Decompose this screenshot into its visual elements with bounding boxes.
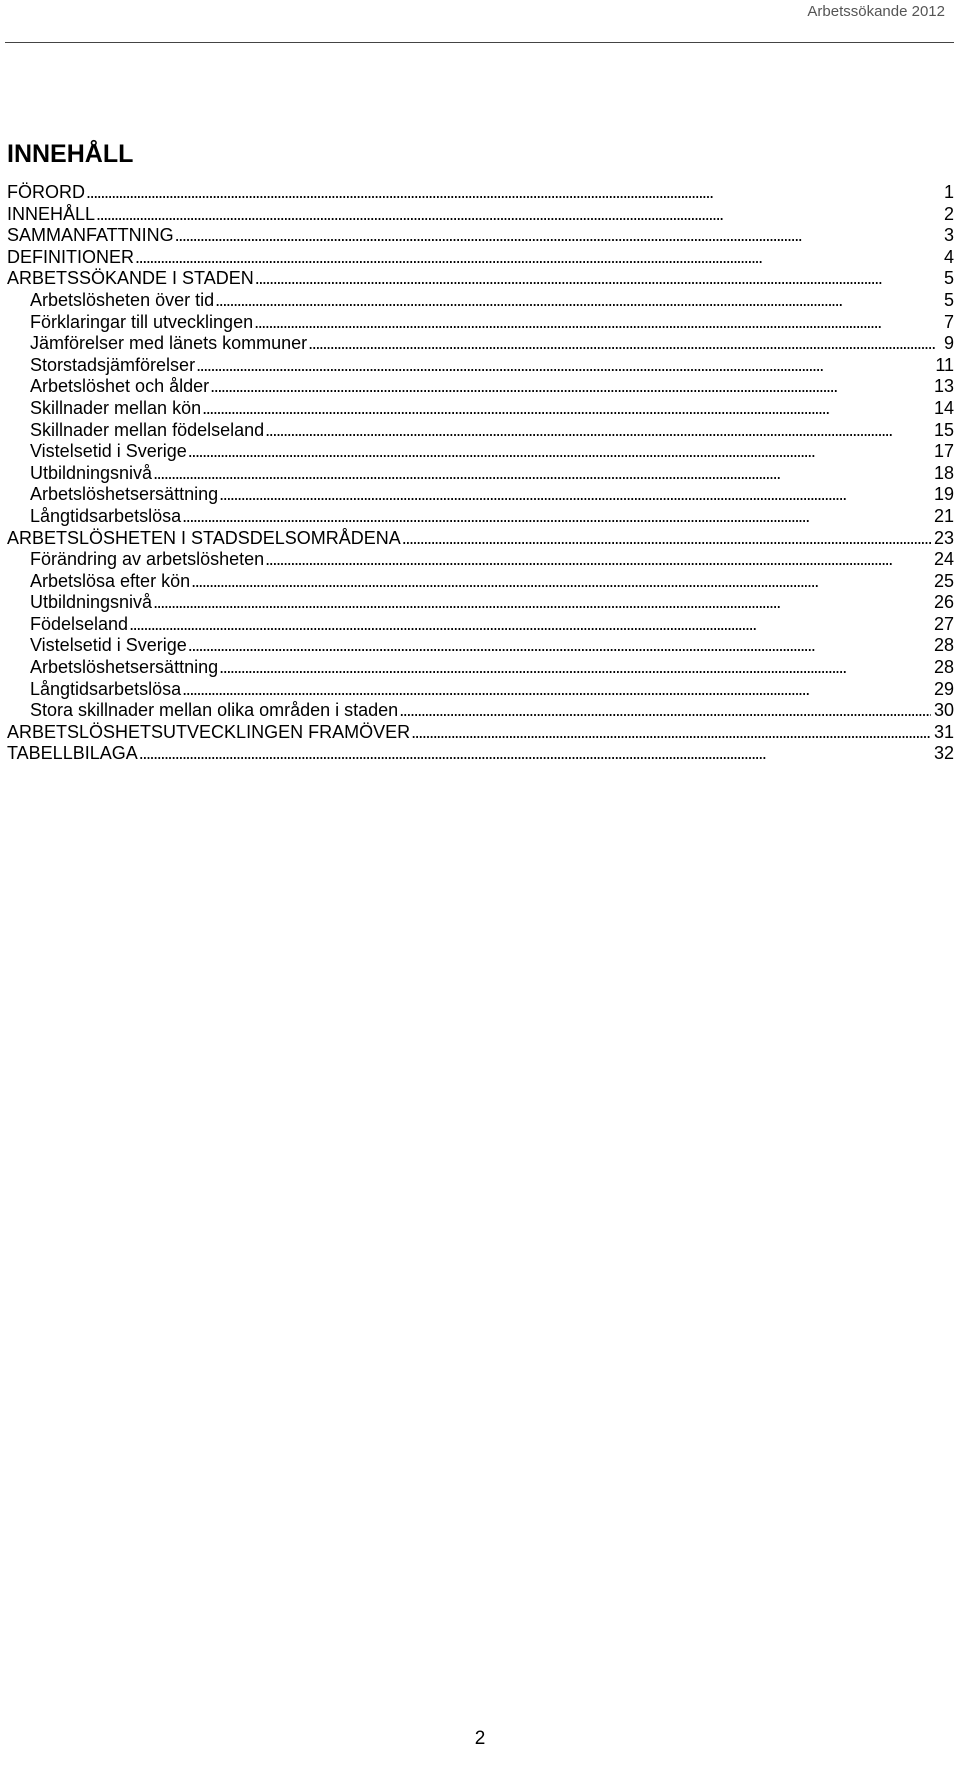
toc-entry-label: Arbetslöshet och ålder bbox=[30, 376, 210, 397]
toc-entry[interactable] bbox=[7, 420, 954, 442]
toc-dot-leader bbox=[219, 657, 931, 679]
toc-entry[interactable] bbox=[7, 506, 954, 528]
toc-entry-page-number: 25 bbox=[933, 570, 954, 591]
toc-entry[interactable] bbox=[7, 571, 954, 593]
toc-entry[interactable] bbox=[7, 743, 954, 765]
toc-entry-page-number: 3 bbox=[943, 225, 954, 246]
toc-entry-label: Förklaringar till utvecklingen bbox=[30, 311, 254, 332]
toc-dot-leader bbox=[129, 614, 931, 636]
toc-entry-page-number: 30 bbox=[933, 700, 954, 721]
toc-entry-page-number: 31 bbox=[933, 721, 954, 742]
toc-entry[interactable] bbox=[7, 722, 954, 744]
toc-entry-label: Jämförelser med länets kommuner bbox=[30, 333, 308, 354]
toc-entry-page-number: 4 bbox=[943, 246, 954, 267]
toc-entry-label: DEFINITIONER bbox=[7, 246, 135, 267]
toc-dot-leader bbox=[265, 420, 931, 442]
toc-entry[interactable] bbox=[7, 182, 954, 204]
toc-entry-page-number: 26 bbox=[933, 592, 954, 613]
page-number: 2 bbox=[474, 1728, 486, 1749]
toc-entry-page-number: 21 bbox=[933, 505, 954, 526]
toc-entry[interactable] bbox=[7, 333, 954, 355]
toc-entry-label: ARBETSLÖSHETEN I STADSDELSOMRÅDENA bbox=[7, 527, 401, 548]
toc-entry-page-number: 24 bbox=[933, 549, 954, 570]
toc-entry-label: Förändring av arbetslösheten bbox=[30, 549, 265, 570]
toc-dot-leader bbox=[411, 722, 931, 744]
toc-entry-label: Skillnader mellan kön bbox=[30, 397, 202, 418]
toc-entry[interactable] bbox=[7, 549, 954, 571]
toc-entry-label: Långtidsarbetslösa bbox=[30, 678, 182, 699]
toc-entry-label: Födelseland bbox=[30, 613, 129, 634]
toc-entry[interactable] bbox=[7, 376, 954, 398]
toc-entry-label: TABELLBILAGA bbox=[7, 743, 138, 764]
toc-entry[interactable] bbox=[7, 657, 954, 679]
toc-dot-leader bbox=[153, 463, 931, 485]
toc-dot-leader bbox=[139, 743, 931, 765]
toc-entry-label: Vistelsetid i Sverige bbox=[30, 635, 187, 656]
toc-entry-page-number: 18 bbox=[933, 462, 954, 483]
toc-entry-page-number: 19 bbox=[933, 484, 954, 505]
table-of-contents bbox=[7, 182, 954, 765]
toc-entry[interactable] bbox=[7, 204, 954, 226]
toc-dot-leader bbox=[202, 398, 931, 420]
toc-dot-leader bbox=[182, 506, 931, 528]
toc-entry[interactable] bbox=[7, 700, 954, 722]
toc-entry-label: Utbildningsnivå bbox=[30, 592, 153, 613]
toc-entry-label: ARBETSSÖKANDE I STADEN bbox=[7, 268, 254, 289]
toc-dot-leader bbox=[86, 182, 941, 204]
toc-entry-label: INNEHÅLL bbox=[7, 203, 96, 224]
toc-entry-page-number: 15 bbox=[933, 419, 954, 440]
toc-entry-label: Stora skillnader mellan olika områden i staden bbox=[30, 700, 399, 721]
toc-dot-leader bbox=[196, 355, 932, 377]
toc-dot-leader bbox=[175, 225, 941, 247]
toc-entry-label: ARBETSLÖSHETSUTVECKLINGEN FRAMÖVER bbox=[7, 721, 411, 742]
toc-entry-label: Arbetslösheten över tid bbox=[30, 289, 215, 310]
toc-dot-leader bbox=[254, 312, 941, 334]
toc-dot-leader bbox=[255, 268, 941, 290]
toc-dot-leader bbox=[153, 592, 931, 614]
toc-dot-leader bbox=[210, 376, 931, 398]
running-header-title: Arbetssökande 2012 bbox=[807, 3, 945, 20]
toc-entry-page-number: 5 bbox=[943, 289, 954, 310]
toc-entry-page-number: 7 bbox=[943, 311, 954, 332]
toc-dot-leader bbox=[399, 700, 931, 722]
toc-entry-page-number: 28 bbox=[933, 635, 954, 656]
toc-entry-page-number: 2 bbox=[943, 203, 954, 224]
toc-entry[interactable] bbox=[7, 441, 954, 463]
toc-entry-label: Långtidsarbetslösa bbox=[30, 505, 182, 526]
toc-entry[interactable] bbox=[7, 290, 954, 312]
toc-dot-leader bbox=[188, 441, 931, 463]
toc-entry-label: Vistelsetid i Sverige bbox=[30, 441, 187, 462]
toc-entry-label: Arbetslöshetsersättning bbox=[30, 657, 219, 678]
toc-dot-leader bbox=[191, 571, 931, 593]
toc-entry[interactable] bbox=[7, 679, 954, 701]
toc-dot-leader bbox=[215, 290, 941, 312]
toc-entry-page-number: 17 bbox=[933, 441, 954, 462]
toc-entry[interactable] bbox=[7, 592, 954, 614]
toc-dot-leader bbox=[96, 204, 941, 226]
running-header bbox=[0, 0, 960, 44]
toc-entry-label: Arbetslöshetsersättning bbox=[30, 484, 219, 505]
toc-entry-page-number: 11 bbox=[935, 354, 954, 375]
toc-title: INNEHÅLL bbox=[7, 140, 134, 168]
toc-entry-page-number: 14 bbox=[933, 397, 954, 418]
toc-entry[interactable] bbox=[7, 528, 954, 550]
toc-dot-leader bbox=[135, 247, 941, 269]
toc-entry-label: Storstadsjämförelser bbox=[30, 354, 196, 375]
toc-entry-label: Skillnader mellan födelseland bbox=[30, 419, 265, 440]
toc-entry-label: SAMMANFATTNING bbox=[7, 225, 174, 246]
toc-entry[interactable] bbox=[7, 484, 954, 506]
toc-entry[interactable] bbox=[7, 247, 954, 269]
toc-entry-page-number: 5 bbox=[943, 268, 954, 289]
toc-entry-page-number: 1 bbox=[943, 182, 954, 202]
toc-dot-leader bbox=[219, 484, 931, 506]
toc-entry-page-number: 29 bbox=[933, 678, 954, 699]
toc-entry[interactable] bbox=[7, 268, 954, 290]
toc-entry-label: Arbetslösa efter kön bbox=[30, 570, 191, 591]
toc-entry[interactable] bbox=[7, 614, 954, 636]
toc-entry-page-number: 23 bbox=[933, 527, 954, 548]
toc-entry-page-number: 32 bbox=[933, 743, 954, 764]
toc-entry-page-number: 13 bbox=[933, 376, 954, 397]
toc-dot-leader bbox=[308, 333, 941, 355]
toc-entry[interactable] bbox=[7, 312, 954, 334]
toc-dot-leader bbox=[265, 549, 931, 571]
toc-dot-leader bbox=[188, 635, 931, 657]
toc-entry[interactable] bbox=[7, 463, 954, 485]
toc-dot-leader bbox=[402, 528, 931, 550]
toc-entry[interactable] bbox=[7, 398, 954, 420]
toc-entry-page-number: 9 bbox=[943, 333, 954, 354]
toc-dot-leader bbox=[182, 679, 931, 701]
toc-entry-page-number: 28 bbox=[933, 657, 954, 678]
toc-entry-label: FÖRORD bbox=[7, 182, 85, 202]
toc-entry[interactable] bbox=[7, 635, 954, 657]
header-rule bbox=[5, 42, 954, 43]
toc-entry-label: Utbildningsnivå bbox=[30, 462, 153, 483]
toc-entry-page-number: 27 bbox=[933, 613, 954, 634]
toc-entry[interactable] bbox=[7, 355, 954, 377]
toc-entry[interactable] bbox=[7, 225, 954, 247]
